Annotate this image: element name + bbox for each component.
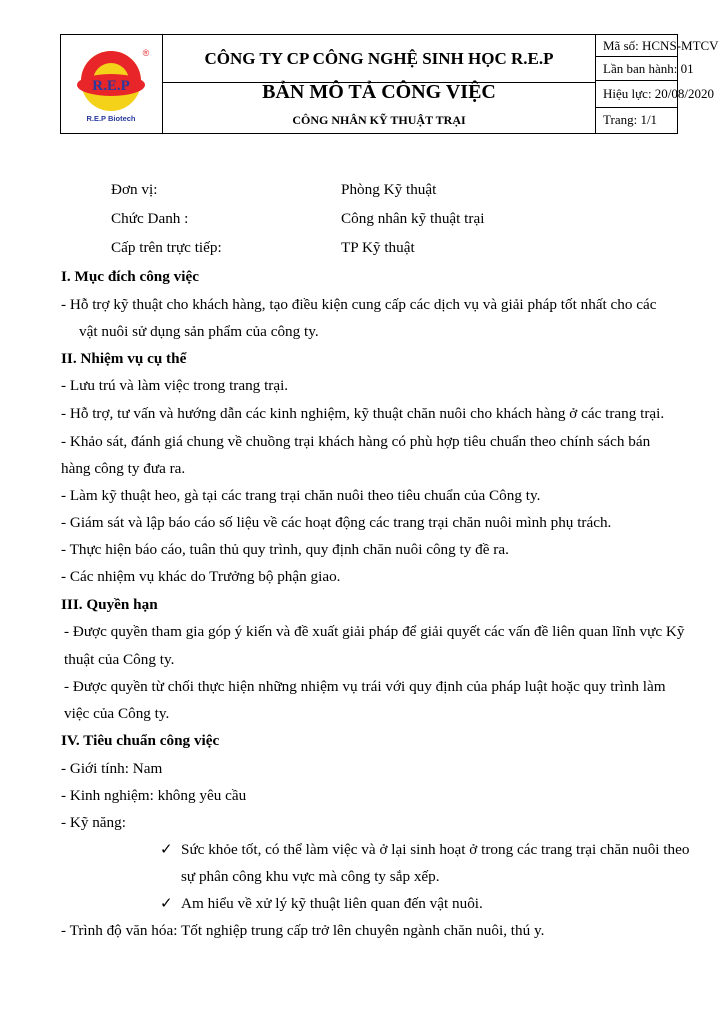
company-name: CÔNG TY CP CÔNG NGHỆ SINH HỌC R.E.P [163,35,595,83]
duty-item: - Thực hiện báo cáo, tuân thủ quy trình, quy định chăn nuôi công ty đề ra. [61,541,509,558]
authority-item: việc của Công ty. [64,705,170,722]
skill-item: sự phân công khu vực mà công ty sắp xếp. [181,868,440,885]
skill-item: Am hiểu về xử lý kỹ thuật liên quan đến vật nuôi. [181,895,483,912]
requirement-item: - Trình độ văn hóa: Tốt nghiệp trung cấp trở lên chuyên ngành chăn nuôi, thú y. [61,922,545,939]
rep-logo-icon [71,43,155,125]
requirement-item: - Kỹ năng: [61,814,126,831]
skill-item: Sức khỏe tốt, có thể làm việc và ở lại sinh hoạt ở trong các trang trại chăn nuôi theo [181,841,690,858]
section-3-heading: III. Quyền hạn [61,596,158,613]
manager-label: Cấp trên trực tiếp: [111,239,222,256]
authority-item: - Được quyền từ chối thực hiện những nhiệm vụ trái với quy định của pháp luật hoặc quy trình làm [64,678,666,695]
duty-item: - Các nhiệm vụ khác do Trưởng bộ phận giao. [61,568,341,585]
manager-value: TP Kỹ thuật [341,239,415,256]
duty-item: - Lưu trú và làm việc trong trang trại. [61,377,289,394]
document-title: BẢN MÔ TẢ CÔNG VIỆC [262,81,496,103]
meta-divider [595,80,677,81]
document-page: Trang: 1/1 [603,112,658,127]
duty-item: - Hỗ trợ, tư vấn và hướng dẫn các kinh nghiệm, kỹ thuật chăn nuôi cho khách hàng ở các trang trại. [61,405,665,422]
position-value: Công nhân kỹ thuật trại [341,210,485,227]
section-1-text: - Hỗ trợ kỹ thuật cho khách hàng, tạo điều kiện cung cấp các dịch vụ và giải pháp tốt nhất cho các [61,296,657,313]
document-subtitle: CÔNG NHÂN KỸ THUẬT TRẠI [292,113,466,127]
duty-item: hàng công ty đưa ra. [61,460,186,477]
section-1-heading: I. Mục đích công việc [61,268,199,285]
skill-check-icon: ✓ [160,895,173,912]
section-4-heading: IV. Tiêu chuẩn công việc [61,732,220,749]
duty-item: - Làm kỹ thuật heo, gà tại các trang trại chăn nuôi theo tiêu chuẩn của Công ty. [61,487,541,504]
authority-item: thuật của Công ty. [64,651,175,668]
meta-divider [595,107,677,108]
duty-item: - Giám sát và lập báo cáo số liệu về các hoạt động các trang trại chăn nuôi mình phụ trách. [61,514,612,531]
meta-divider [595,56,677,57]
position-label: Chức Danh : [111,210,189,227]
document-code: Mã số: HCNS-MTCV [603,38,719,53]
unit-label: Đơn vị: [111,181,158,198]
skill-check-icon: ✓ [160,841,173,858]
document-effective-date: Hiệu lực: 20/08/2020 [603,86,715,101]
section-2-heading: II. Nhiệm vụ cụ thể [61,350,187,367]
section-1-text: vật nuôi sử dụng sản phẩm của công ty. [79,323,319,340]
logo-cell [61,35,163,133]
authority-item: - Được quyền tham gia góp ý kiến và đề xuất giải pháp để giải quyết các vấn đề liên quan lĩnh vực Kỹ [64,623,685,640]
document-edition: Lần ban hành: 01 [603,61,694,76]
header-meta-cell [596,35,719,133]
duty-item: - Khảo sát, đánh giá chung về chuồng trại khách hàng có phù hợp tiêu chuẩn theo chính sách bán [61,433,651,450]
header-title-cell [163,35,596,133]
requirement-item: - Giới tính: Nam [61,760,163,777]
logo-caption: R.E.P Biotech [86,114,136,123]
logo-registered-mark: ® [142,48,150,58]
unit-value: Phòng Kỹ thuật [341,181,437,198]
document-header [60,34,719,134]
requirement-item: - Kinh nghiệm: không yêu cầu [61,787,247,804]
logo-brand-text: R.E.P [92,78,130,94]
